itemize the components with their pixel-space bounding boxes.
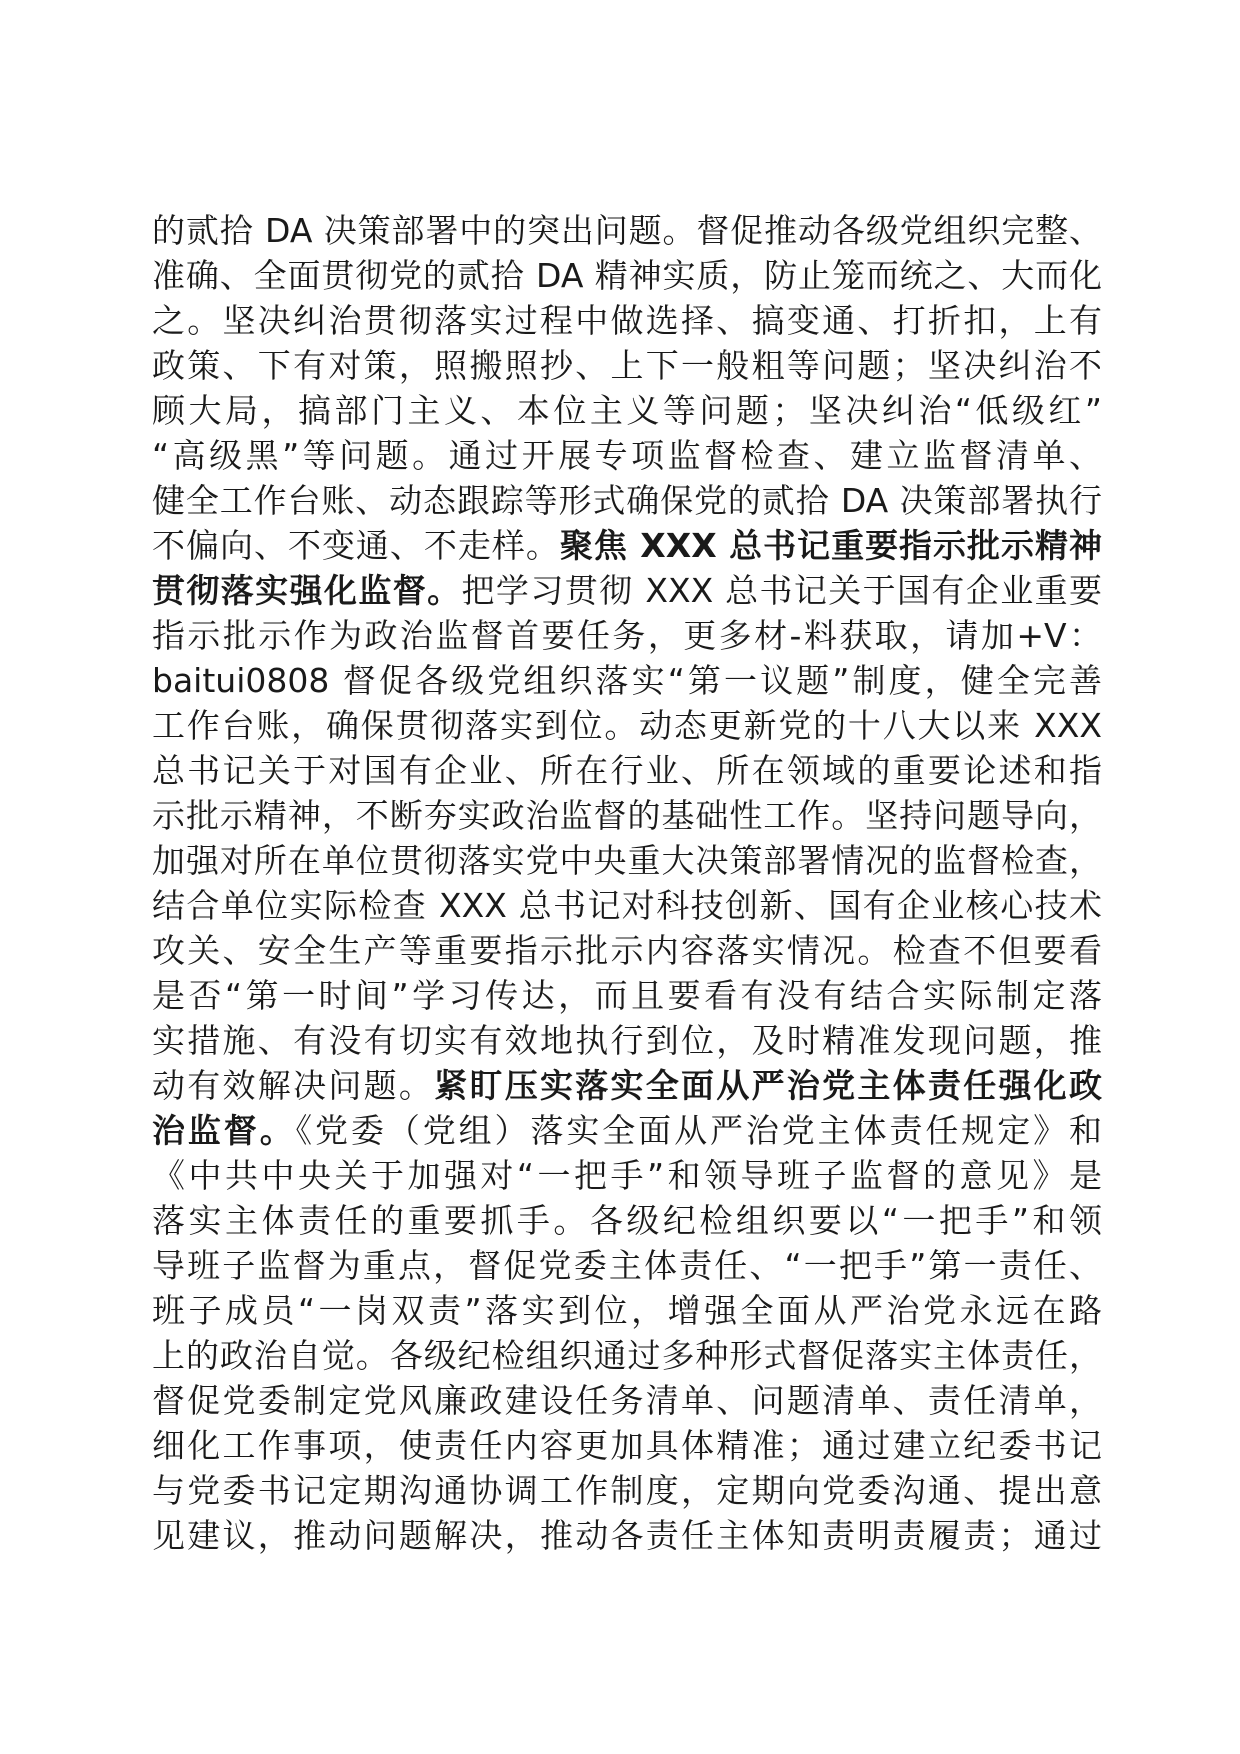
paragraph-text: 政策、下有对策，照搬照抄、上下一般粗等问题；坚决纠治不 [152,346,1102,385]
paragraph-text: 见建议，推动问题解决，推动各责任主体知责明责履责；通过 [152,1516,1102,1555]
paragraph-text: 《中共中央关于加强对“一把手”和领导班子监督的意见》是 [152,1156,1102,1195]
text-line [152,343,1102,388]
text-line [152,1423,1102,1468]
text-line [152,388,1102,433]
text-line [152,658,1102,703]
paragraph-text: 工作台账，确保贯彻落实到位。动态更新党的十八大以来 XXX [152,706,1102,745]
paragraph-text: 不偏向、不变通、不走样。 [152,526,560,565]
text-line [152,883,1102,928]
text-line [152,1108,1102,1153]
paragraph-text: 示批示精神，不断夯实政治监督的基础性工作。坚持问题导向， [152,796,1102,835]
paragraph-text: 落实主体责任的重要抓手。各级纪检组织要以“一把手”和领 [152,1201,1102,1240]
text-line [152,703,1102,748]
paragraph-text: 把学习贯彻 XXX 总书记关于国有企业重要 [461,571,1102,610]
paragraph-text: 准确、全面贯彻党的贰拾 DA 精神实质，防止笼而统之、大而化 [152,256,1102,295]
text-line [152,478,1102,523]
text-line [152,298,1102,343]
text-line [152,1513,1102,1558]
paragraph-text: 结合单位实际检查 XXX 总书记对科技创新、国有企业核心技术 [152,886,1102,925]
paragraph-text: 督促党委制定党风廉政建设任务清单、问题清单、责任清单， [152,1381,1102,1420]
text-line [152,1468,1102,1513]
paragraph-text: 之。坚决纠治贯彻落实过程中做选择、搞变通、打折扣，上有 [152,301,1102,340]
paragraph-text: 与党委书记定期沟通协调工作制度，定期向党委沟通、提出意 [152,1471,1102,1510]
bold-heading-text: 聚焦 XXX 总书记重要指示批示精神 [559,526,1102,565]
paragraph-text: 《党委（党组）落实全面从严治党主体责任规定》和 [295,1111,1102,1150]
text-line [152,613,1102,658]
text-line [152,253,1102,298]
paragraph-text: 导班子监督为重点，督促党委主体责任、“一把手”第一责任、 [152,1246,1102,1285]
text-line [152,748,1102,793]
text-line [152,208,1102,253]
bold-heading-text: 紧盯压实落实全面从严治党主体责任强化政 [434,1066,1102,1105]
bold-heading-text: 治监督。 [152,1111,296,1150]
paragraph-text: 顾大局，搞部门主义、本位主义等问题；坚决纠治“低级红” [152,391,1102,430]
text-line [152,1288,1102,1333]
paragraph-text: 上的政治自觉。各级纪检组织通过多种形式督促落实主体责任， [152,1336,1102,1375]
text-line [152,1378,1102,1423]
text-line [152,433,1102,478]
text-line [152,1333,1102,1378]
paragraph-text: 动有效解决问题。 [152,1066,435,1105]
text-line [152,568,1102,613]
text-line [152,928,1102,973]
text-line [152,1198,1102,1243]
paragraph-text: 指示批示作为政治监督首要任务，更多材-料获取，请加+V： [152,616,1102,655]
paragraph-text: 是否“第一时间”学习传达，而且要看有没有结合实际制定落 [152,976,1102,1015]
body-text [152,208,1102,1558]
paragraph-text: 班子成员“一岗双责”落实到位，增强全面从严治党永远在路 [152,1291,1102,1330]
text-line [152,1063,1102,1108]
paragraph-text: 加强对所在单位贯彻落实党中央重大决策部署情况的监督检查， [152,841,1102,880]
bold-heading-text: 贯彻落实强化监督。 [152,571,462,610]
paragraph-text: “高级黑”等问题。通过开展专项监督检查、建立监督清单、 [152,436,1102,475]
paragraph-text: 总书记关于对国有企业、所在行业、所在领域的重要论述和指 [152,751,1102,790]
text-line [152,523,1102,568]
paragraph-text: 攻关、安全生产等重要指示批示内容落实情况。检查不但要看 [152,931,1102,970]
text-line [152,1018,1102,1063]
paragraph-text: 健全工作台账、动态跟踪等形式确保党的贰拾 DA 决策部署执行 [152,481,1102,520]
text-line [152,1243,1102,1288]
paragraph-text: 实措施、有没有切实有效地执行到位，及时精准发现问题，推 [152,1021,1102,1060]
text-line [152,838,1102,883]
text-line [152,973,1102,1018]
paragraph-text: 细化工作事项，使责任内容更加具体精准；通过建立纪委书记 [152,1426,1102,1465]
paragraph-text: 的贰拾 DA 决策部署中的突出问题。督促推动各级党组织完整、 [152,211,1102,250]
text-line [152,793,1102,838]
text-line [152,1153,1102,1198]
paragraph-text: baitui0808 督促各级党组织落实“第一议题”制度，健全完善 [152,661,1102,700]
